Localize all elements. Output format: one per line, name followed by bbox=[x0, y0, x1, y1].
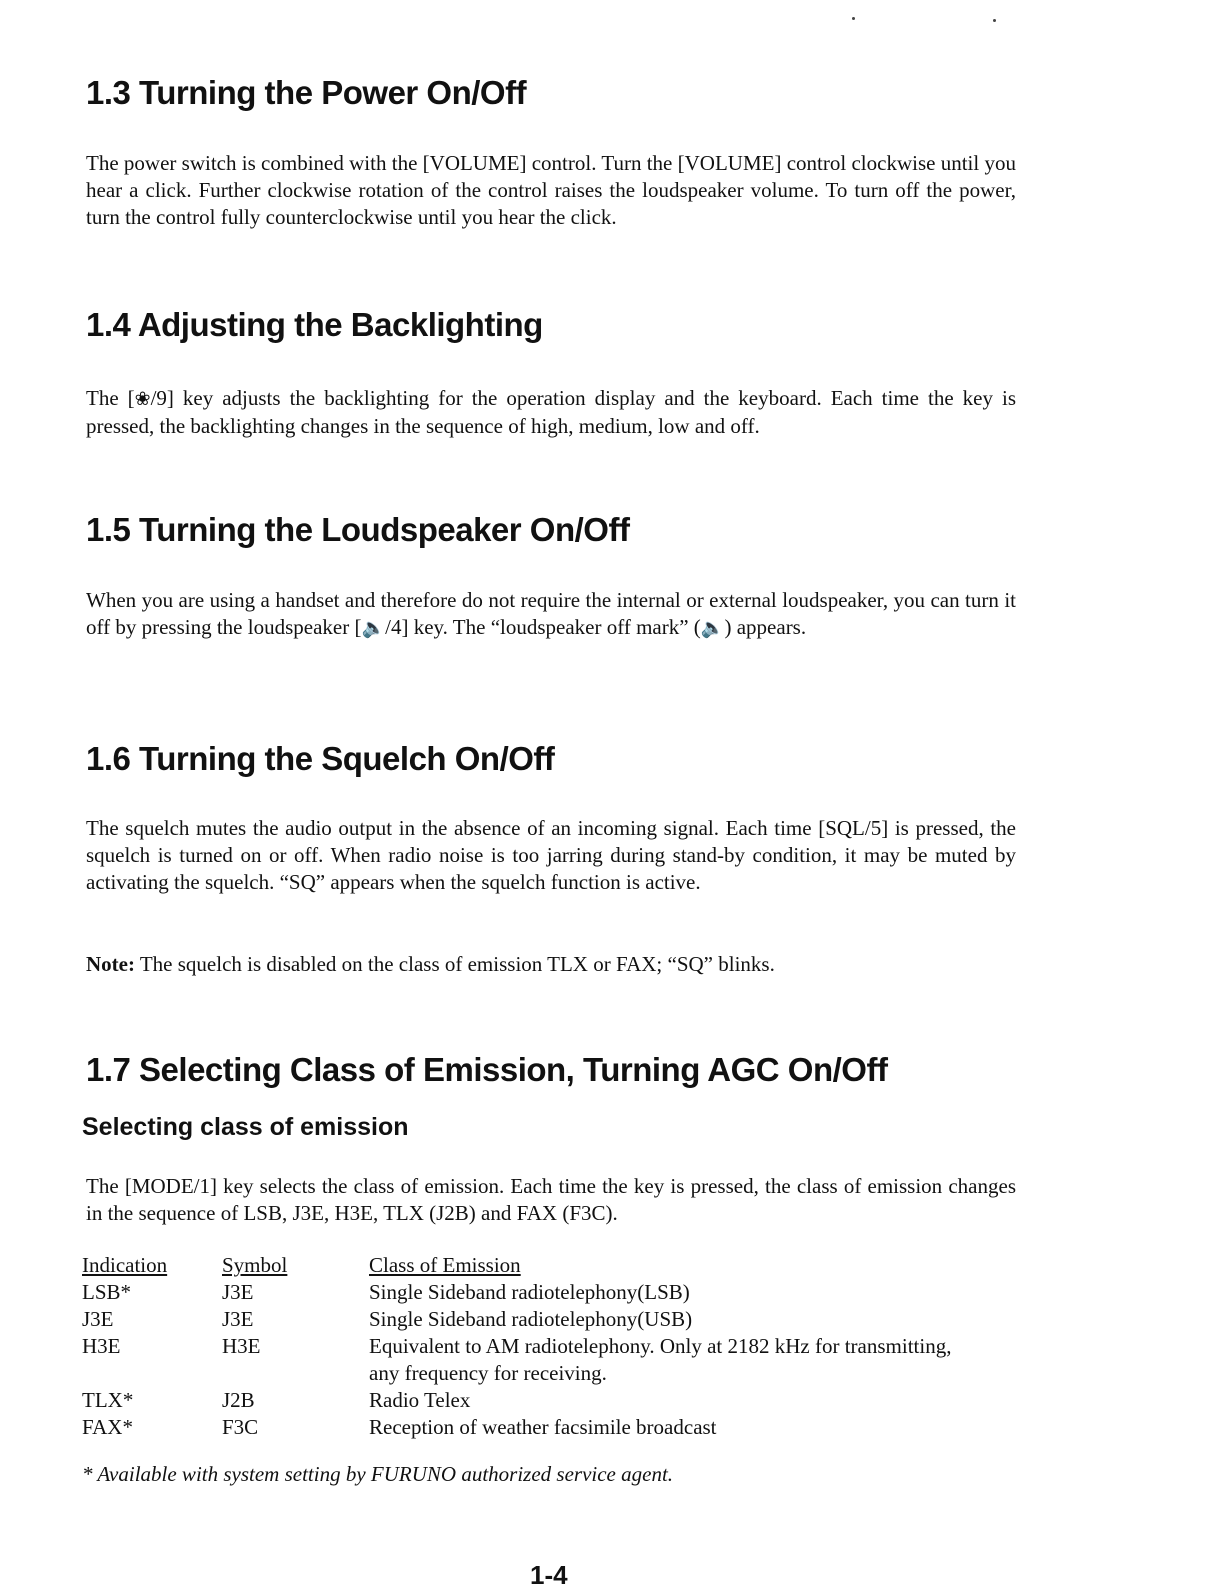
section-1-5-title: 1.5 Turning the Loudspeaker On/Off bbox=[86, 511, 630, 548]
table-cell: Single Sideband radiotelephony(USB) bbox=[369, 1307, 693, 1331]
table-cell: J3E bbox=[222, 1307, 254, 1331]
section-1-4-body-pre: The [ bbox=[86, 386, 135, 410]
section-1-5-body-mid: key. The “loudspeaker off mark” ( bbox=[408, 615, 701, 639]
footnote: * Available with system setting by FURUNO authorized service agent. bbox=[82, 1462, 674, 1486]
section-1-3-title: 1.3 Turning the Power On/Off bbox=[86, 74, 527, 111]
table-cell: TLX* bbox=[82, 1388, 134, 1412]
table-row bbox=[82, 1333, 969, 1387]
section-1-4-body-post: key adjusts the backlighting for the operation display and the keyboard. Each time the key is pressed, the backlighting changes in the sequence of high, medium, low and off. bbox=[86, 386, 1016, 438]
page-number: 1-4 bbox=[530, 1560, 568, 1590]
table-cell: J2B bbox=[222, 1388, 255, 1412]
note-text: The squelch is disabled on the class of emission TLX or FAX; “SQ” blinks. bbox=[134, 952, 775, 976]
table-cell: LSB* bbox=[82, 1280, 132, 1304]
section-1-7-subtitle: Selecting class of emission bbox=[82, 1113, 409, 1141]
scan-speck bbox=[852, 17, 855, 20]
table-row bbox=[82, 1306, 969, 1333]
table-cell: Equivalent to AM radiotelephony. Only at 2182 kHz for transmitting, any frequency for receiving. bbox=[369, 1334, 952, 1385]
section-1-5-body bbox=[86, 587, 1016, 642]
table-cell: F3C bbox=[222, 1415, 259, 1439]
section-1-5-key: /4] bbox=[385, 615, 409, 639]
table-row bbox=[82, 1387, 969, 1414]
table-row bbox=[82, 1414, 969, 1441]
table-header-row bbox=[82, 1252, 969, 1279]
table-cell: J3E bbox=[222, 1280, 254, 1304]
table-header: Symbol bbox=[222, 1253, 288, 1277]
table-cell: H3E bbox=[222, 1334, 261, 1358]
section-1-5-body-pre: When you are using a handset and therefore do not require the internal or external loudspeaker, you can turn it off by pressing the loudspeaker [ bbox=[86, 588, 1016, 639]
section-1-6-title: 1.6 Turning the Squelch On/Off bbox=[86, 740, 555, 777]
emission-table bbox=[82, 1252, 969, 1441]
table-cell: H3E bbox=[82, 1334, 121, 1358]
table-cell: Reception of weather facsimile broadcast bbox=[369, 1415, 717, 1439]
table-header: Class of Emission bbox=[369, 1253, 521, 1277]
section-1-4-key: /9] bbox=[150, 386, 174, 410]
section-1-3-body: The power switch is combined with the [VOLUME] control. Turn the [VOLUME] control clockwise until you hear a click. Further clockwise rotation of the control raises the loudspeaker volume. To turn off the power, turn the control fully counterclockwise until you hear the click. bbox=[86, 151, 1016, 229]
table-cell: Single Sideband radiotelephony(LSB) bbox=[369, 1280, 690, 1304]
section-1-7-title: 1.7 Selecting Class of Emission, Turning AGC On/Off bbox=[86, 1051, 888, 1088]
section-1-6-body: The squelch mutes the audio output in the absence of an incoming signal. Each time [SQL/5] is pressed, the squelch is turned on or off. When radio noise is too jarring during stand-by condition, it may be muted by activating the squelch. “SQ” appears when the squelch function is active. bbox=[86, 816, 1016, 894]
section-1-5-body-post: ) appears. bbox=[724, 615, 807, 639]
table-row bbox=[82, 1279, 969, 1306]
loudspeaker-off-icon: 🔈 bbox=[361, 618, 386, 639]
section-1-4-body bbox=[86, 385, 1016, 440]
section-1-4-title: 1.4 Adjusting the Backlighting bbox=[86, 306, 543, 343]
table-cell: Radio Telex bbox=[369, 1388, 471, 1412]
section-1-6-note bbox=[86, 951, 1016, 978]
scan-speck bbox=[993, 19, 996, 22]
table-header: Indication bbox=[82, 1253, 168, 1277]
section-1-7-body: The [MODE/1] key selects the class of emission. Each time the key is pressed, the class of emission changes in the sequence of LSB, J3E, H3E, TLX (J2B) and FAX (F3C). bbox=[86, 1174, 1016, 1225]
table-cell: FAX* bbox=[82, 1415, 133, 1439]
note-label: Note: bbox=[86, 952, 135, 976]
table-cell: J3E bbox=[82, 1307, 114, 1331]
loudspeaker-off-mark-icon: 🔈 bbox=[700, 618, 725, 639]
backlight-icon: ❀ bbox=[134, 389, 151, 410]
